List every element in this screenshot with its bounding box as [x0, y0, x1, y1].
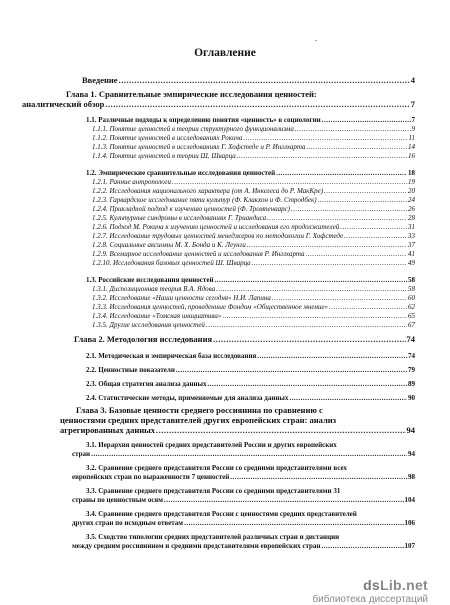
toc-entry-1-2-9[interactable] — [92, 250, 415, 258]
toc-chapter-2[interactable] — [74, 335, 415, 345]
toc-entry-label: 1.1.3. Понятие ценностей в исследованиях Г. Хофстеде и Р. Инглхарта — [92, 143, 306, 151]
toc-entry-page: 41 — [408, 250, 415, 258]
toc-entry-label: 1.2.6. Подход М. Рокича к изучению ценностей и исследования его продолжателей — [92, 223, 340, 231]
toc-entry-label: 1.2.9. Всемирное исследование ценностей и исследования Р. Инглхарта — [92, 250, 305, 258]
toc-entry-page: 19 — [408, 178, 415, 186]
logo-wordmark — [312, 577, 428, 593]
toc-entry-1-1-4[interactable] — [92, 152, 415, 160]
toc-entry-3-3-line1[interactable]: 3.3. Сравнение среднего представителя России со средними представителями 31 — [86, 487, 341, 495]
toc-entry-1-2-2[interactable] — [92, 187, 415, 195]
toc-entry-1-3-5[interactable] — [92, 321, 415, 329]
toc-entry-label: 1.2.2. Исследования национального характера (от А. Инкелеса до Р. МакКре) — [92, 187, 324, 195]
toc-entry-3-1-line1[interactable]: 3.1. Иерархия ценностей средних представителей России и других европейских — [86, 441, 337, 449]
toc-entry-page: 90 — [408, 394, 415, 402]
toc-entry-page: 94 — [406, 425, 415, 435]
toc-entry-2-4[interactable] — [86, 394, 415, 402]
toc-entry-label: 1.1.2. Понятие ценностей в исследованиях Рокича — [92, 134, 243, 142]
toc-entry-1-3-3[interactable] — [92, 303, 415, 311]
toc-entry-label: 1.2.7. Исследование трудовых ценностей менеджеров по методологии Г. Хофстеде — [92, 232, 344, 240]
toc-entry-1-3-4[interactable] — [92, 312, 415, 320]
toc-entry-page: 18 — [408, 169, 415, 177]
toc-entry-label: 1.2.8. Социальные аксиомы М. Х. Бонда и К. Леунга — [92, 241, 246, 249]
toc-entry-label: 1.3.5. Другие исследования ценностей — [92, 321, 205, 329]
toc-entry-label: 1.3.1. Диспозиционная теория В.А. Ядова — [92, 285, 216, 293]
toc-entry-3-2[interactable] — [72, 473, 415, 481]
toc-entry-page: 106 — [404, 519, 415, 527]
toc-entry-3-2-line1[interactable]: 3.2. Сравнение среднего представителя России со средними представителями всех — [86, 464, 347, 472]
toc-entry-label: 1.2.3. Гарвардское исследование пяти культур (Ф. Клакхон и Ф. Стродбек) — [92, 196, 317, 204]
toc-entry-page: 60 — [408, 294, 415, 302]
toc-entry-3-1[interactable] — [72, 450, 415, 458]
toc-entry-3-4-line1[interactable]: 3.4. Сравнение среднего представителя России с ценностями средних представителей — [86, 510, 357, 518]
toc-entry-1-1-3[interactable] — [92, 143, 415, 151]
toc-entry-page: 9 — [411, 125, 415, 133]
toc-entry-page: 14 — [408, 143, 415, 151]
toc-entry-1-2-5[interactable] — [92, 214, 415, 222]
toc-entry-label: агрегированных данных — [60, 425, 156, 435]
toc-entry-label: 1.2.1. Ранние антропологи — [92, 178, 172, 186]
toc-entry-page: 7 — [410, 99, 415, 109]
toc-entry-page: 11 — [408, 134, 415, 142]
toc-entry-1-2-6[interactable] — [92, 223, 415, 231]
toc-entry-1-1[interactable] — [86, 116, 415, 124]
dslib-logo — [312, 577, 428, 605]
toc-entry-page: 16 — [408, 152, 415, 160]
toc-entry-page: 104 — [404, 496, 415, 504]
toc-entry-label: европейских стран по выраженности 7 ценностей — [72, 473, 230, 481]
logo-ds: ds — [363, 577, 381, 593]
toc-entry-2-2[interactable] — [86, 366, 415, 374]
toc-entry-label: 1.3. Российские исследования ценностей — [86, 276, 214, 284]
toc-entry-page: 33 — [408, 232, 415, 240]
toc-entry-page: 26 — [408, 205, 415, 213]
toc-entry-page: 65 — [408, 312, 415, 320]
toc-entry-label: 1.2. Эмпирические сравнительные исследования ценностей — [86, 169, 276, 177]
logo-tagline: библиотека диссертаций — [312, 594, 428, 605]
toc-entry-3-5[interactable] — [72, 542, 415, 550]
toc-entry-intro[interactable] — [82, 76, 415, 86]
toc-chapter-3-line1[interactable]: Глава 3. Базовые ценности среднего россиянина по сравнению с — [76, 405, 323, 415]
toc-entry-label: 2.3. Общая стратегия анализа данных — [86, 380, 207, 388]
toc-entry-page: 94 — [408, 450, 415, 458]
toc-entry-1-3[interactable] — [86, 276, 415, 284]
toc-entry-page: 49 — [408, 259, 415, 267]
toc-entry-1-3-1[interactable] — [92, 285, 415, 293]
toc-entry-label: 1.2.4. Прикладной подход к изучению ценностей (Ф. Тромпенаарс) — [92, 205, 291, 213]
toc-entry-page: 20 — [408, 187, 415, 195]
toc-entry-page: 89 — [408, 380, 415, 388]
toc-entry-label: 1.3.2. Исследование «Наши ценности сегодня» Н.И. Лапина — [92, 294, 271, 302]
toc-chapter-3-line2[interactable]: ценностями средних представителей других европейских стран: анализ — [60, 415, 337, 425]
toc-entry-page: 24 — [408, 196, 415, 204]
toc-entry-label: страны по ценностным осям — [72, 496, 163, 504]
toc-entry-label: 2.4. Статистические методы, применяемые для анализа данных — [86, 394, 289, 402]
toc-entry-2-3[interactable] — [86, 380, 415, 388]
toc-entry-page: 74 — [406, 334, 415, 344]
toc-entry-page: 107 — [404, 542, 415, 550]
toc-chapter-1[interactable] — [22, 100, 415, 110]
toc-entry-1-3-2[interactable] — [92, 294, 415, 302]
toc-entry-label: 1.1.4. Понятие ценностей в теории Ш. Шварца — [92, 152, 236, 160]
toc-entry-page: 28 — [408, 214, 415, 222]
toc-entry-label: 1.3.3. Исследования ценностей, проведенные Фондом «Общественное мнение» — [92, 303, 329, 311]
toc-entry-page: 37 — [408, 241, 415, 249]
toc-entry-label: 2.2. Ценностные показатели — [86, 366, 175, 374]
toc-entry-3-3[interactable] — [72, 496, 415, 504]
toc-entry-page: 31 — [408, 223, 415, 231]
toc-chapter-1-line1[interactable]: Глава 1. Сравнительные эмпирические исследования ценностей: — [66, 89, 317, 99]
page-title: Оглавление — [194, 47, 256, 59]
toc-entry-label: Глава 2. Методология исследования — [74, 334, 213, 344]
toc-entry-label: 1.2.5. Культурные синдромы в исследованиях Г. Триандиса — [92, 214, 267, 222]
toc-entry-1-2-1[interactable] — [92, 178, 415, 186]
toc-entry-page: 98 — [408, 473, 415, 481]
toc-entry-page: 7 — [411, 116, 415, 124]
toc-entry-label: между средним россиянином и средними представителями европейских стран — [72, 542, 321, 550]
toc-entry-1-2-10[interactable] — [92, 259, 415, 267]
toc-entry-2-1[interactable] — [86, 352, 415, 360]
toc-entry-1-2[interactable] — [86, 169, 415, 177]
toc-entry-page: 58 — [408, 276, 415, 284]
toc-entry-page: 4 — [410, 75, 415, 85]
toc-entry-3-4[interactable] — [72, 519, 415, 527]
toc-chapter-3[interactable] — [60, 426, 415, 436]
toc-entry-label: стран — [72, 450, 91, 458]
toc-entry-page: 58 — [408, 285, 415, 293]
toc-entry-label: 1.2.10. Исследования базовых ценностей Ш. Шварца — [92, 259, 251, 267]
toc-entry-label: других стран по исходным ответам — [72, 519, 184, 527]
toc-entry-page: 67 — [408, 321, 415, 329]
toc-entry-label: аналитический обзор — [22, 99, 105, 109]
toc-entry-1-2-4[interactable] — [92, 205, 415, 213]
toc-entry-label: 1.1. Различные подходы к определению понятия «ценность» в социологии — [86, 116, 321, 124]
toc-entry-3-5-line1[interactable]: 3.5. Сходство типологии средних представителей различных стран и дистанции — [86, 533, 340, 541]
logo-lib: Lib.net — [380, 577, 428, 593]
toc-entry-page: 74 — [408, 352, 415, 360]
toc-entry-1-2-3[interactable] — [92, 196, 415, 204]
stray-mark: . — [315, 34, 317, 43]
toc-entry-1-2-8[interactable] — [92, 241, 415, 249]
toc-entry-label: 2.1. Методическая и эмпирическая база исследования — [86, 352, 257, 360]
toc-entry-page: 62 — [408, 303, 415, 311]
toc-entry-page: 79 — [408, 366, 415, 374]
toc-entry-1-2-7[interactable] — [92, 232, 415, 240]
toc-entry-label: Введение — [82, 75, 118, 85]
toc-entry-1-1-1[interactable] — [92, 125, 415, 133]
toc-entry-1-1-2[interactable] — [92, 134, 415, 142]
toc-entry-label: 1.1.1. Понятие ценностей в теории структурного функционализма — [92, 125, 294, 133]
toc-entry-label: 1.3.4. Исследование «Томская инициатива» — [92, 312, 222, 320]
